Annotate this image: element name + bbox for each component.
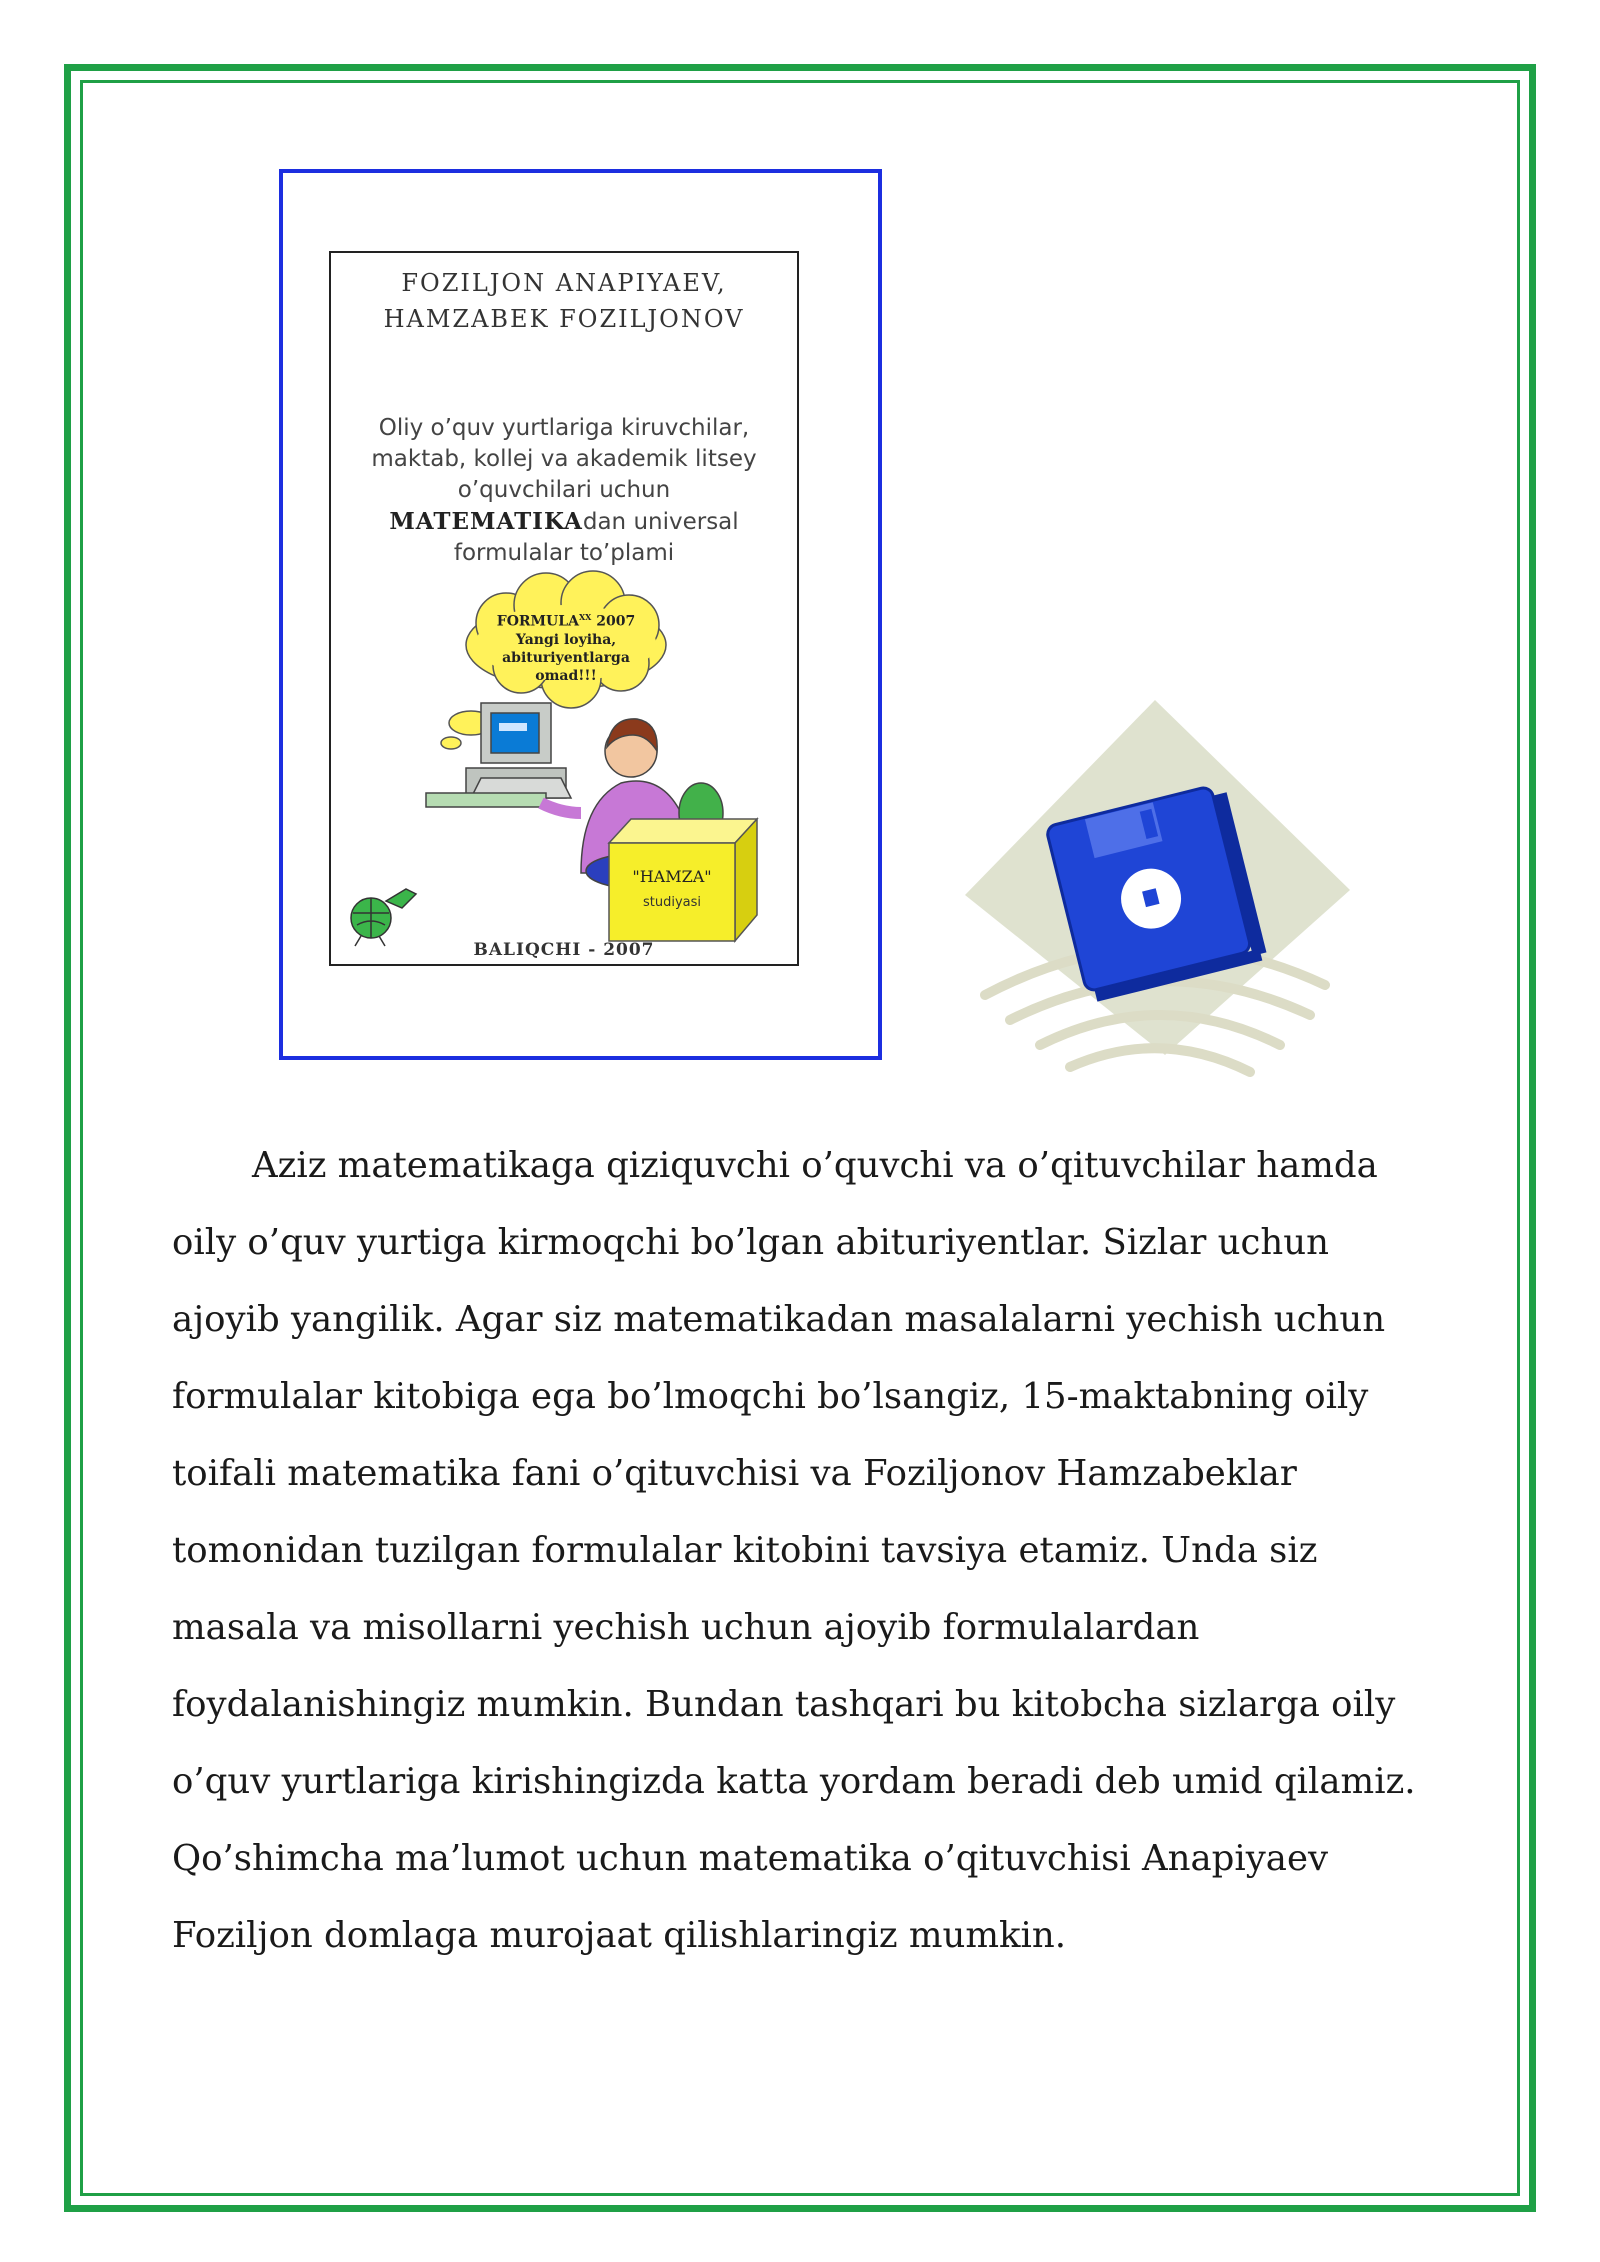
body-line: tomonidan tuzilgan formulalar kitobini tavsiya etamiz. Unda siz — [172, 1530, 1318, 1571]
body-line: toifali matematika fani o’qituvchisi va Foziljonov Hamzabeklar — [172, 1453, 1297, 1494]
cloud-line: Yangi loyiha, — [515, 631, 617, 648]
cover-desc-line: Oliy o’quv yurtlariga kiruvchilar, — [378, 415, 750, 441]
hamza-box-sub: studiyasi — [642, 895, 702, 910]
body-line: o’quv yurtlariga kirishingizda katta yordam beradi deb umid qilamiz. — [172, 1761, 1416, 1802]
body-line: ajoyib yangilik. Agar siz matematikadan masalalarni yechish uchun — [172, 1299, 1386, 1340]
floppy-disk-icon — [955, 695, 1355, 1095]
body-line: Foziljon domlaga murojaat qilishlaringiz mumkin. — [172, 1915, 1067, 1956]
cover-desc-line: maktab, kollej va akademik litsey — [371, 446, 757, 472]
cover-footer: BALIQCHI - 2007 — [473, 940, 655, 960]
cover-desc-line: formulalar to’plami — [453, 540, 675, 566]
cloud-superscript: XX — [578, 612, 592, 622]
cloud-formula-line — [491, 608, 641, 631]
hamza-box-label: "HAMZA" — [632, 867, 712, 886]
cloud-year: 2007 — [591, 613, 636, 630]
cloud-line: abituriyentlarga — [502, 649, 630, 666]
body-line: Qo’shimcha ma’lumot uchun matematika o’qituvchisi Anapiyaev — [172, 1838, 1329, 1879]
body-line: Aziz matematikaga qiziquvchi o’quvchi va o’qituvchilar hamda — [252, 1145, 1378, 1186]
body-line: formulalar kitobiga ega bo’lmoqchi bo’lsangiz, 15-maktabning oily — [172, 1376, 1369, 1417]
cloud-text — [491, 608, 641, 685]
cover-subject-bold: MATEMATIKA — [389, 508, 583, 535]
cover-author-1: FOZILJON ANAPIYAEV, — [401, 269, 727, 297]
computer-icon — [426, 703, 571, 807]
body-line: foydalanishingiz mumkin. Bundan tashqari bu kitobcha sizlarga oily — [172, 1684, 1396, 1725]
globe-mascot-icon — [351, 889, 416, 946]
cover-subject-suffix: dan universal — [582, 509, 739, 535]
body-line: masala va misollarni yechish uchun ajoyib formulalardan — [172, 1607, 1200, 1648]
body-paragraph — [172, 1127, 1442, 1974]
cloud-formula: FORMULA — [496, 613, 579, 630]
cover-desc-line: o’quvchilari uchun — [457, 477, 671, 503]
body-line: oily o’quv yurtiga kirmoqchi bo’lgan abituriyentlar. Sizlar uchun — [172, 1222, 1329, 1263]
book-cover — [329, 251, 799, 966]
cloud-line: omad!!! — [535, 667, 597, 684]
cover-author-2: HAMZABEK FOZILJONOV — [383, 305, 745, 333]
